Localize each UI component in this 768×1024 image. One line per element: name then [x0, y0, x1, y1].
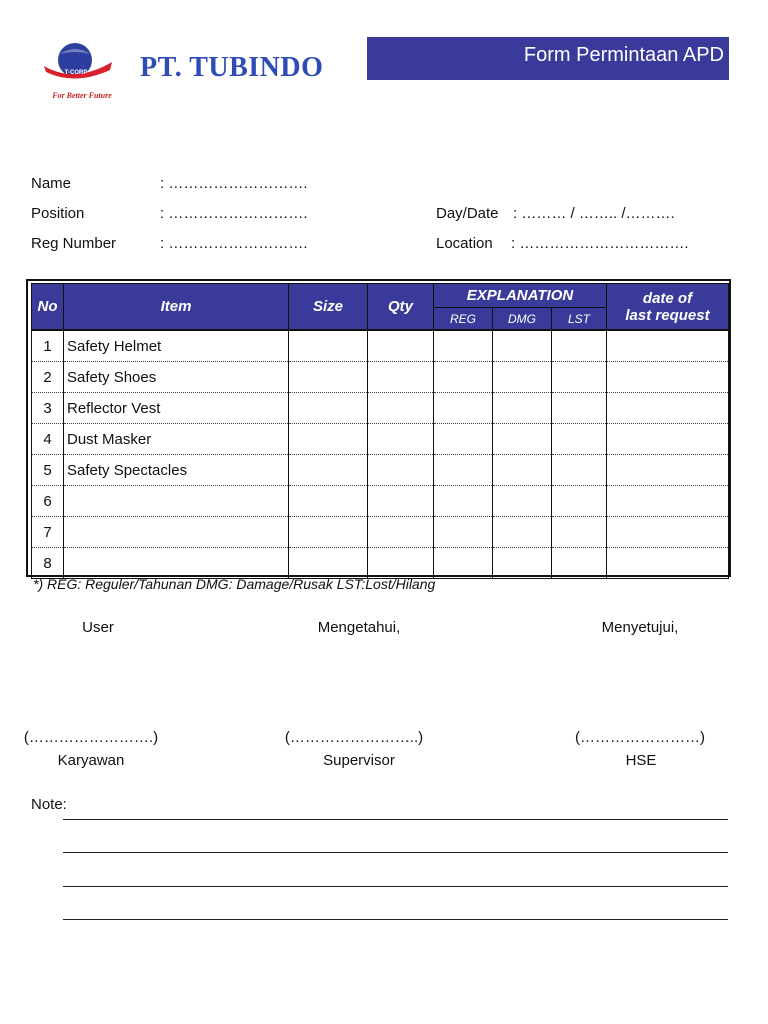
- sig-known-blank[interactable]: (……………………..): [284, 729, 424, 746]
- dmg-cell[interactable]: [493, 393, 552, 424]
- lst-cell[interactable]: [552, 424, 607, 455]
- sig-user-title: User: [82, 619, 114, 636]
- dmg-cell[interactable]: [493, 362, 552, 393]
- row-number: 6: [32, 486, 64, 517]
- reg-cell[interactable]: [434, 362, 493, 393]
- header-qty: Qty: [368, 284, 434, 331]
- sig-approve-role: HSE: [625, 752, 657, 769]
- table-row: [32, 330, 729, 362]
- logo-tagline: For Better Future: [52, 91, 112, 100]
- lst-cell[interactable]: [552, 393, 607, 424]
- reg-number-field[interactable]: : ……………………….: [160, 235, 308, 252]
- table-row: [32, 517, 729, 548]
- last-request-date-cell[interactable]: [607, 362, 729, 393]
- table-row: [32, 362, 729, 393]
- position-field[interactable]: : ……………………….: [160, 205, 308, 222]
- last-request-date-cell[interactable]: [607, 548, 729, 579]
- size-cell[interactable]: [289, 362, 368, 393]
- note-line[interactable]: [63, 919, 728, 920]
- dmg-cell[interactable]: [493, 455, 552, 486]
- size-cell[interactable]: [289, 330, 368, 362]
- reg-cell[interactable]: [434, 517, 493, 548]
- date-field[interactable]: : ……… / …….. /……….: [513, 205, 675, 222]
- location-field[interactable]: : …………………………….: [511, 235, 689, 252]
- header-lst: LST: [552, 308, 607, 331]
- item-name-cell[interactable]: Safety Helmet: [64, 330, 289, 362]
- dmg-cell[interactable]: [493, 517, 552, 548]
- last-request-date-cell[interactable]: [607, 455, 729, 486]
- header-dmg: DMG: [493, 308, 552, 331]
- sig-known-title: Mengetahui,: [317, 619, 401, 636]
- logo-badge: T-CORP: [64, 70, 88, 76]
- dmg-cell[interactable]: [493, 424, 552, 455]
- location-label: Location: [436, 235, 493, 252]
- size-cell[interactable]: [289, 455, 368, 486]
- row-number: 8: [32, 548, 64, 579]
- item-name-cell[interactable]: Dust Masker: [64, 424, 289, 455]
- row-number: 4: [32, 424, 64, 455]
- last-request-date-cell[interactable]: [607, 486, 729, 517]
- qty-cell[interactable]: [368, 455, 434, 486]
- reg-cell[interactable]: [434, 548, 493, 579]
- lst-cell[interactable]: [552, 548, 607, 579]
- qty-cell[interactable]: [368, 548, 434, 579]
- header-date-line2: last request: [625, 306, 710, 324]
- reg-cell[interactable]: [434, 393, 493, 424]
- last-request-date-cell[interactable]: [607, 393, 729, 424]
- header-size: Size: [289, 284, 368, 331]
- item-name-cell[interactable]: Reflector Vest: [64, 393, 289, 424]
- last-request-date-cell[interactable]: [607, 424, 729, 455]
- table-row: [32, 548, 729, 579]
- sig-approve-blank[interactable]: (……………………): [575, 729, 705, 746]
- lst-cell[interactable]: [552, 362, 607, 393]
- header-date-last-request: [607, 284, 729, 331]
- qty-cell[interactable]: [368, 330, 434, 362]
- qty-cell[interactable]: [368, 424, 434, 455]
- lst-cell[interactable]: [552, 517, 607, 548]
- item-name-cell[interactable]: [64, 548, 289, 579]
- table-row: [32, 455, 729, 486]
- reg-cell[interactable]: [434, 486, 493, 517]
- note-line[interactable]: [63, 886, 728, 887]
- company-name: PT. TUBINDO: [140, 52, 324, 83]
- position-label: Position: [31, 205, 85, 222]
- qty-cell[interactable]: [368, 486, 434, 517]
- lst-cell[interactable]: [552, 330, 607, 362]
- reg-number-label: Reg Number: [31, 235, 117, 252]
- reg-cell[interactable]: [434, 424, 493, 455]
- form-title: Form Permintaan APD: [523, 44, 724, 66]
- table-row: [32, 486, 729, 517]
- company-logo: [40, 40, 130, 102]
- legend-footnote: *) REG: Reguler/Tahunan DMG: Damage/Rusak LST:Lost/Hilang: [33, 576, 436, 592]
- date-label: Day/Date: [436, 205, 499, 222]
- size-cell[interactable]: [289, 424, 368, 455]
- sig-user-blank[interactable]: (…………………….): [23, 729, 159, 746]
- sig-user-role: Karyawan: [57, 752, 125, 769]
- dmg-cell[interactable]: [493, 330, 552, 362]
- reg-cell[interactable]: [434, 330, 493, 362]
- header-reg: REG: [434, 308, 493, 331]
- row-number: 1: [32, 330, 64, 362]
- dmg-cell[interactable]: [493, 548, 552, 579]
- sig-approve-title: Menyetujui,: [601, 619, 679, 636]
- note-line[interactable]: [63, 852, 728, 853]
- ppe-table-frame: [26, 279, 731, 577]
- item-name-cell[interactable]: Safety Spectacles: [64, 455, 289, 486]
- reg-cell[interactable]: [434, 455, 493, 486]
- size-cell[interactable]: [289, 486, 368, 517]
- qty-cell[interactable]: [368, 393, 434, 424]
- size-cell[interactable]: [289, 517, 368, 548]
- dmg-cell[interactable]: [493, 486, 552, 517]
- header-item: Item: [64, 284, 289, 331]
- row-number: 2: [32, 362, 64, 393]
- lst-cell[interactable]: [552, 455, 607, 486]
- title-bar: [367, 37, 729, 80]
- table-row: [32, 393, 729, 424]
- header-explanation: EXPLANATION: [434, 284, 607, 308]
- size-cell[interactable]: [289, 393, 368, 424]
- item-name-cell[interactable]: [64, 486, 289, 517]
- note-line[interactable]: [63, 819, 728, 820]
- row-number: 3: [32, 393, 64, 424]
- item-name-cell[interactable]: Safety Shoes: [64, 362, 289, 393]
- header-date-line1: date of: [642, 289, 693, 307]
- name-field[interactable]: : ……………………….: [160, 175, 308, 192]
- last-request-date-cell[interactable]: [607, 517, 729, 548]
- sig-known-role: Supervisor: [323, 752, 395, 769]
- row-number: 7: [32, 517, 64, 548]
- lst-cell[interactable]: [552, 486, 607, 517]
- last-request-date-cell[interactable]: [607, 330, 729, 362]
- table-row: [32, 424, 729, 455]
- header-no: No: [32, 284, 64, 331]
- name-label: Name: [31, 175, 72, 192]
- row-number: 5: [32, 455, 64, 486]
- note-label: Note:: [31, 796, 67, 813]
- qty-cell[interactable]: [368, 517, 434, 548]
- size-cell[interactable]: [289, 548, 368, 579]
- ppe-request-table: [31, 283, 729, 579]
- item-name-cell[interactable]: [64, 517, 289, 548]
- qty-cell[interactable]: [368, 362, 434, 393]
